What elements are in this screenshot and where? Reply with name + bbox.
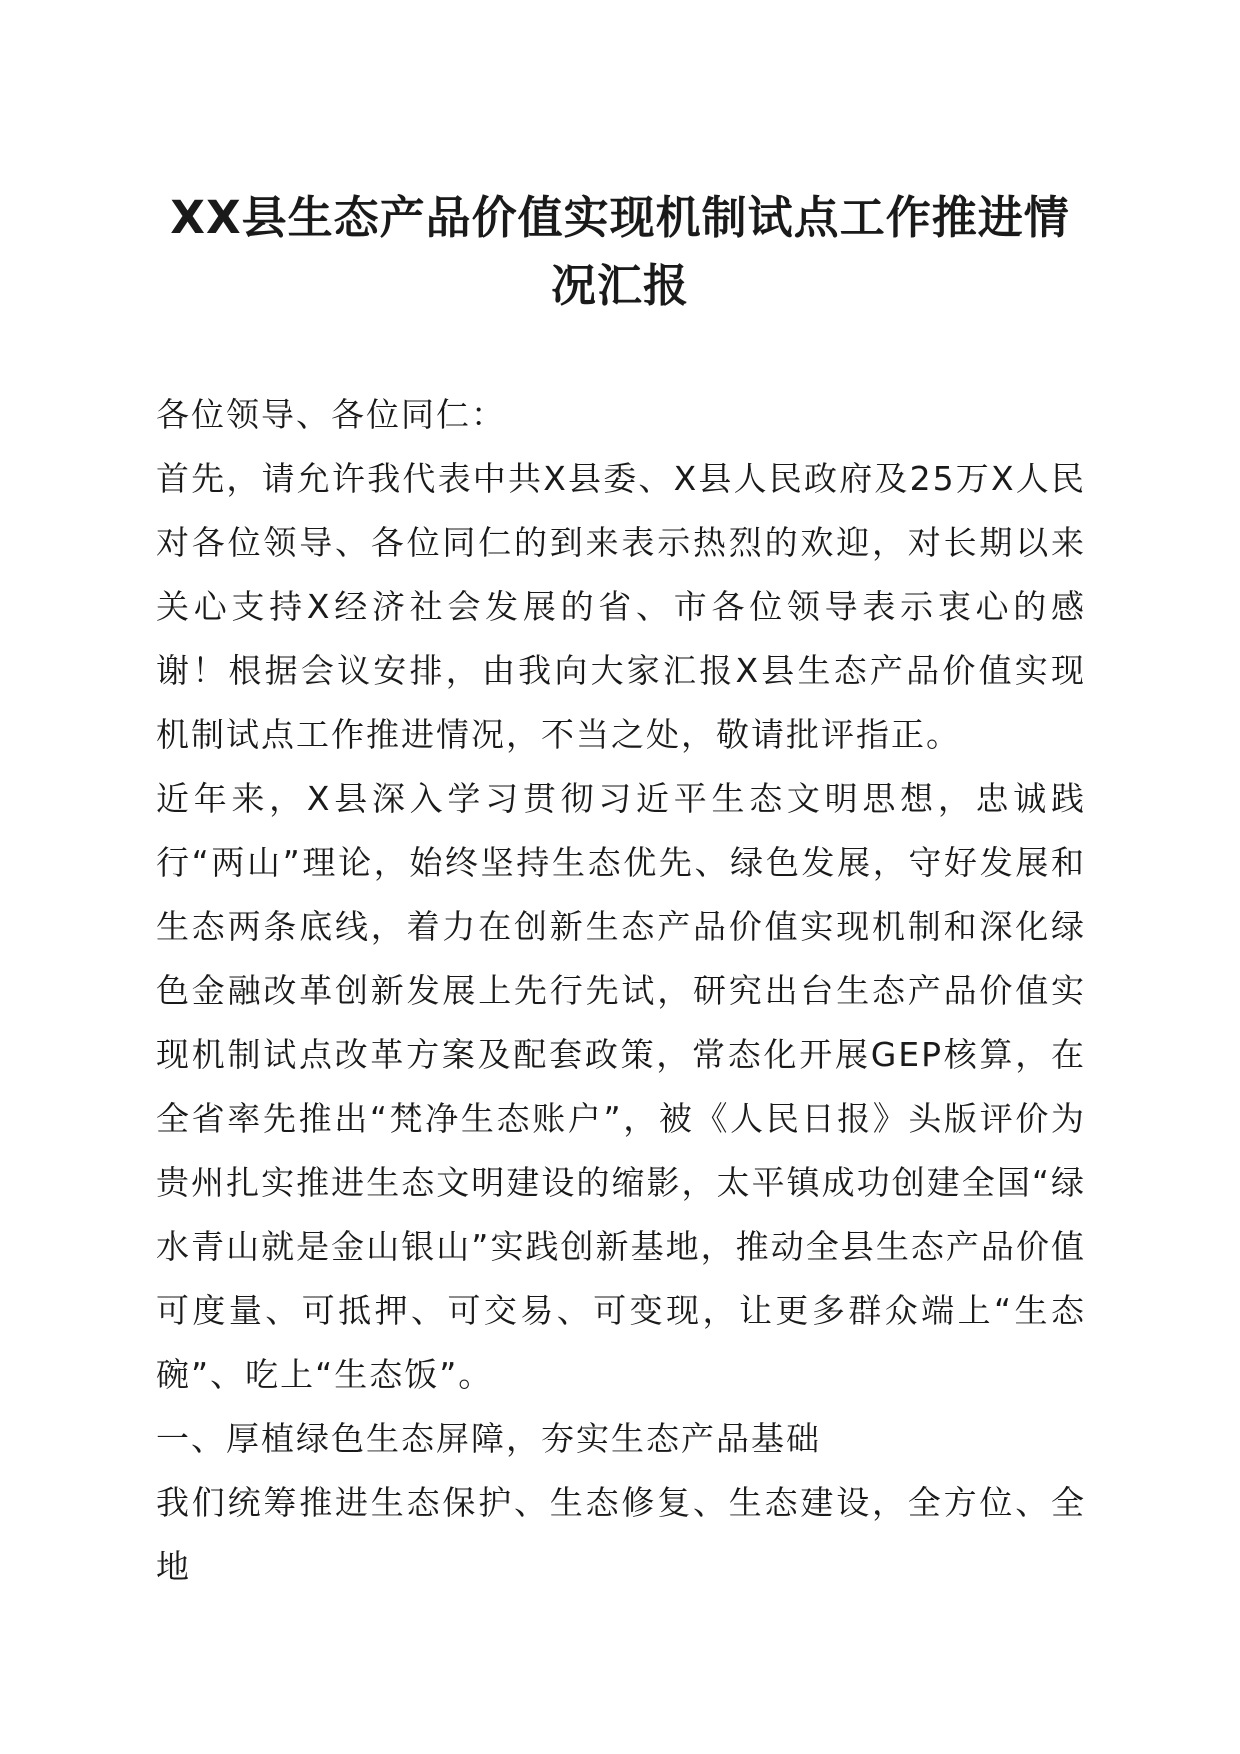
salutation: 各位领导、各位同仁： [156,395,506,434]
document-title [150,184,1090,320]
document-body [156,383,1086,1599]
paragraph-section-one: 我们统筹推进生态保护、生态修复、生态建设，全方位、全地 [156,1483,1086,1586]
section-heading: 一、厚植绿色生态屏障，夯实生态产品基础 [156,1419,821,1458]
paragraph-intro: 首先，请允许我代表中共X县委、X县人民政府及25万X人民对各位领导、各位同仁的到来表示热烈的欢迎，对长期以来关心支持X经济社会发展的省、市各位领导表示衷心的感谢！根据会议安排，由我向大家汇报X县生态产品价值实现机制试点工作推进情况，不当之处，敬请批评指正。 [156,459,1086,754]
title-line-2: 况汇报 [550,259,689,312]
paragraph-overview: 近年来，X县深入学习贯彻习近平生态文明思想，忠诚践行“两山”理论，始终坚持生态优先、绿色发展，守好发展和生态两条底线，着力在创新生态产品价值实现机制和深化绿色金融改革创新发展上先行先试，研究出台生态产品价值实现机制试点改革方案及配套政策，常态化开展GEP核算，在全省率先推出“梵净生态账户”，被《人民日报》头版评价为贵州扎实推进生态文明建设的缩影，太平镇成功创建全国“绿水青山就是金山银山”实践创新基地，推动全县生态产品价值可度量、可抵押、可交易、可变现，让更多群众端上“生态碗”、吃上“生态饭”。 [156,779,1086,1394]
title-line-1: XX县生态产品价值实现机制试点工作推进情 [170,191,1070,244]
